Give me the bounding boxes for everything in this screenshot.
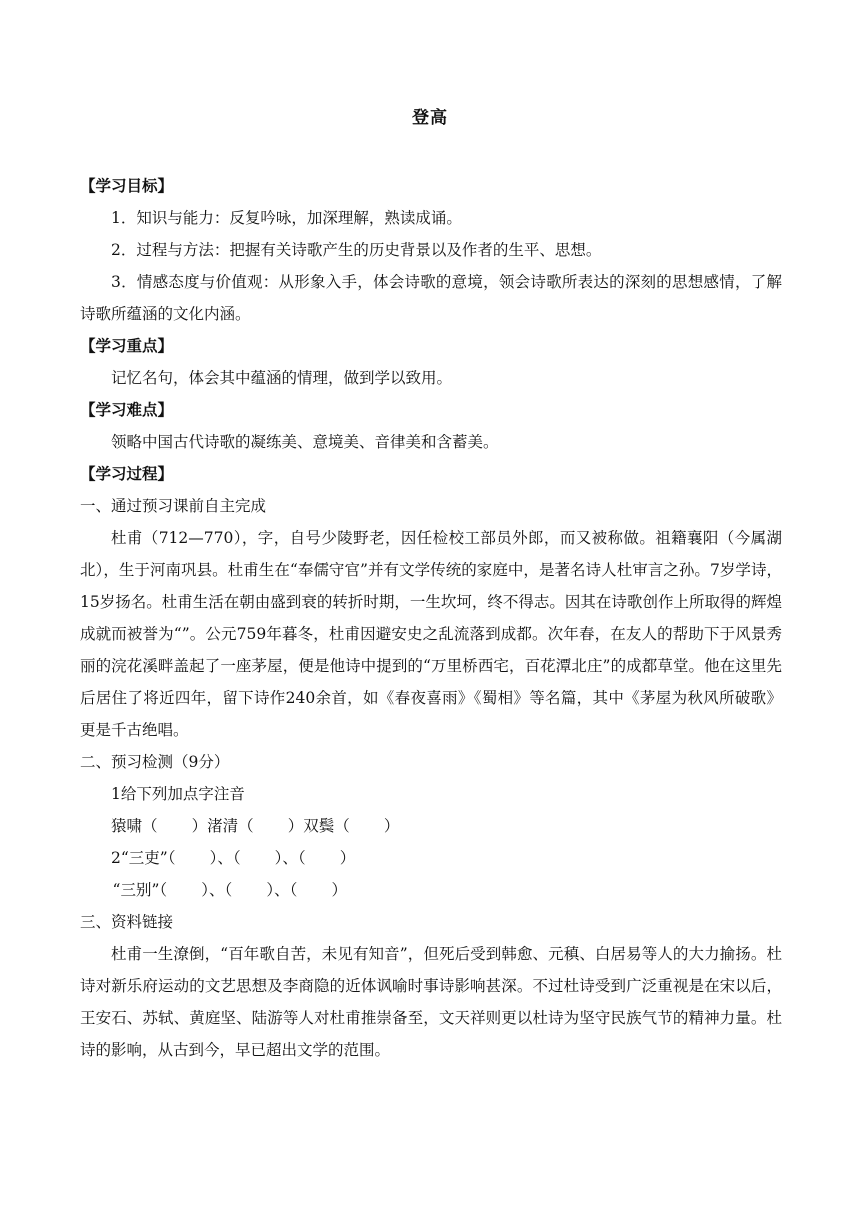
difficulties-text: 领略中国古代诗歌的凝练美、意境美、音律美和含蓄美。	[111, 433, 499, 451]
q2-item: ）	[339, 849, 356, 867]
q2-line	[80, 874, 782, 906]
q2-item: ）、（	[266, 881, 298, 899]
goal-item: 2．过程与方法：把握有关诗歌产生的历史背景以及作者的生平、思想。	[111, 241, 602, 259]
q1-items	[80, 810, 782, 842]
process-heading: 【学习过程】	[80, 465, 174, 483]
q2-item: ）、（	[274, 849, 306, 867]
q2-item: 2“三吏”（	[111, 849, 176, 867]
key-points-text: 记忆名句，体会其中蕴涵的情理，做到学以致用。	[111, 369, 453, 387]
q2-item: “三别”（	[112, 881, 168, 899]
page-title: 登高	[412, 108, 448, 128]
part2-title: 二、预习检测（9分）	[80, 753, 230, 771]
q1-item: ）	[383, 817, 400, 835]
difficulties-heading: 【学习难点】	[80, 401, 174, 419]
key-points-heading: 【学习重点】	[80, 337, 174, 355]
q2-item: ）、（	[201, 881, 233, 899]
q1-title: 1给下列加点字注音	[111, 785, 245, 803]
q1-item: ）渚清（	[191, 817, 254, 835]
q2-item: ）	[331, 881, 347, 899]
part3-title: 三、资料链接	[80, 913, 174, 931]
goals-heading: 【学习目标】	[80, 177, 174, 195]
document-body	[80, 170, 782, 1066]
part1-title: 一、通过预习课前自主完成	[80, 497, 267, 515]
q2-item: ）、（	[209, 849, 241, 867]
q2-line	[80, 842, 782, 874]
q1-item: 猿啸（	[111, 817, 158, 835]
goal-item: 1．知识与能力：反复吟咏，加深理解，熟读成诵。	[111, 209, 462, 227]
part3-text: 杜甫一生潦倒，“百年歌自苦，未见有知音”，但死后受到韩愈、元稹、白居易等人的大力揄扬。杜诗对新乐府运动的文艺思想及李商隐的近体讽喻时事诗影响甚深。不过杜诗受到广泛重视是在宋以后，王安石、苏轼、黄庭坚、陆游等人对杜甫推崇备至，文天祥则更以杜诗为坚守民族气节的精神力量。杜诗的影响，从古到今，早已超出文学的范围。	[80, 945, 782, 1059]
q1-item: ）双鬓（	[287, 817, 350, 835]
part1-text: 杜甫（712—770），字，自号少陵野老，因任检校工部员外郎，而又被称做。祖籍襄阳（今属湖北），生于河南巩县。杜甫生在“奉儒守官”并有文学传统的家庭中，是著名诗人杜审言之孙。7岁学诗，15岁扬名。杜甫生活在朝由盛到衰的转折时期，一生坎坷，终不得志。因其在诗歌创作上所取得的辉煌成就而被誉为“”。公元759年暮冬，杜甫因避安史之乱流落到成都。次年春，在友人的帮助下于风景秀丽的浣花溪畔盖起了一座茅屋，便是他诗中提到的“万里桥西宅，百花潭北庄”的成都草堂。他在这里先后居住了将近四年，留下诗作240余首，如《春夜喜雨》《蜀相》等名篇，其中《茅屋为秋风所破歌》更是千古绝唱。	[80, 529, 782, 739]
goal-item: 3．情感态度与价值观：从形象入手，体会诗歌的意境，领会诗歌所表达的深刻的思想感情，了解诗歌所蕴涵的文化内涵。	[80, 273, 782, 323]
